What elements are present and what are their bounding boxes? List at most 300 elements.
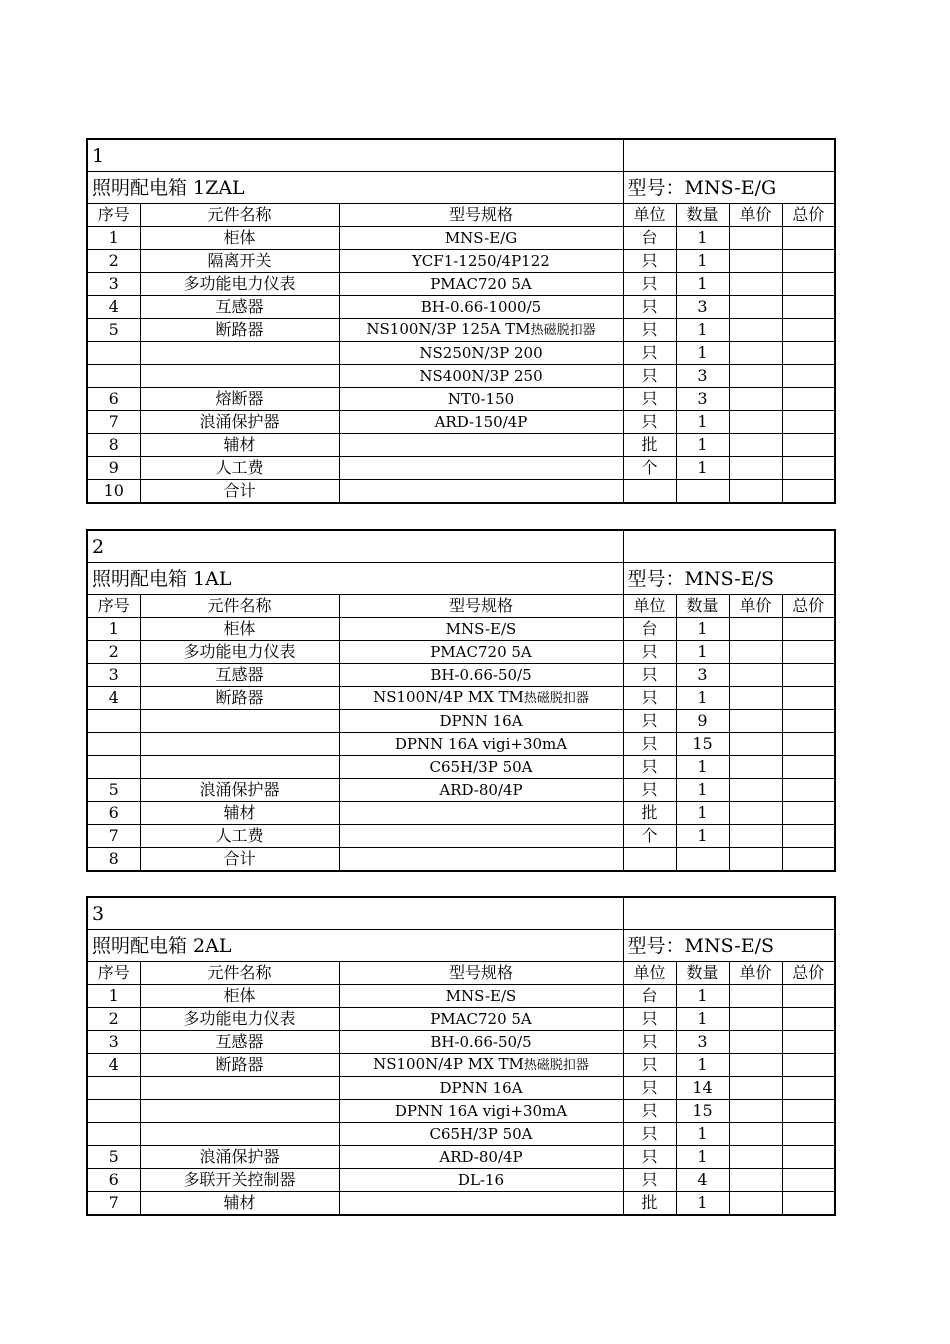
item-unit[interactable]: 只 bbox=[623, 1054, 676, 1077]
item-spec[interactable]: BH-0.66-50/5 bbox=[339, 1031, 623, 1054]
table-row bbox=[87, 411, 835, 434]
table-row bbox=[87, 1008, 835, 1031]
item-unit[interactable]: 只 bbox=[623, 1031, 676, 1054]
item-quantity[interactable]: 9 bbox=[676, 710, 729, 733]
section-index-blank[interactable] bbox=[623, 530, 835, 563]
table-row bbox=[87, 687, 835, 710]
item-unit[interactable] bbox=[623, 480, 676, 504]
section-index-row bbox=[87, 530, 835, 563]
row-number[interactable]: 6 bbox=[87, 388, 140, 411]
item-unit[interactable]: 只 bbox=[623, 1123, 676, 1146]
spec-suffix: 热磁脱扣器 bbox=[523, 691, 589, 706]
item-total-price[interactable] bbox=[782, 1192, 835, 1216]
item-quantity[interactable]: 1 bbox=[676, 802, 729, 825]
row-number[interactable] bbox=[87, 1077, 140, 1100]
item-spec[interactable]: PMAC720 5A bbox=[339, 1008, 623, 1031]
item-spec[interactable]: DL-16 bbox=[339, 1169, 623, 1192]
item-spec[interactable]: C65H/3P 50A bbox=[339, 756, 623, 779]
item-unit[interactable]: 只 bbox=[623, 756, 676, 779]
section-title-row bbox=[87, 930, 835, 962]
column-header[interactable]: 总价 bbox=[782, 595, 835, 618]
item-quantity[interactable]: 1 bbox=[676, 618, 729, 641]
table-row bbox=[87, 641, 835, 664]
item-quantity[interactable]: 1 bbox=[676, 1008, 729, 1031]
item-unit[interactable]: 只 bbox=[623, 1077, 676, 1100]
column-header[interactable]: 总价 bbox=[782, 962, 835, 985]
item-total-price[interactable] bbox=[782, 848, 835, 872]
row-number[interactable] bbox=[87, 1123, 140, 1146]
table-row bbox=[87, 825, 835, 848]
column-header[interactable]: 单位 bbox=[623, 962, 676, 985]
item-unit[interactable]: 只 bbox=[623, 1008, 676, 1031]
item-total-price[interactable] bbox=[782, 457, 835, 480]
column-header-row bbox=[87, 204, 835, 227]
item-quantity[interactable]: 1 bbox=[676, 457, 729, 480]
item-unit[interactable]: 只 bbox=[623, 710, 676, 733]
column-header-row bbox=[87, 962, 835, 985]
item-spec[interactable]: DPNN 16A vigi+30mA bbox=[339, 733, 623, 756]
column-header[interactable]: 型号规格 bbox=[339, 962, 623, 985]
row-number[interactable]: 1 bbox=[87, 618, 140, 641]
row-number[interactable]: 4 bbox=[87, 1054, 140, 1077]
column-header[interactable]: 型号规格 bbox=[339, 595, 623, 618]
item-unit-price[interactable] bbox=[729, 1192, 782, 1216]
section-index[interactable]: 2 bbox=[87, 530, 623, 563]
item-quantity[interactable]: 1 bbox=[676, 411, 729, 434]
spec-suffix: 热磁脱扣器 bbox=[523, 1058, 589, 1073]
item-total-price[interactable] bbox=[782, 618, 835, 641]
item-unit-price[interactable] bbox=[729, 1169, 782, 1192]
row-number[interactable]: 3 bbox=[87, 273, 140, 296]
column-header-row bbox=[87, 595, 835, 618]
item-unit-price[interactable] bbox=[729, 618, 782, 641]
item-quantity[interactable]: 1 bbox=[676, 825, 729, 848]
item-unit-price[interactable] bbox=[729, 1100, 782, 1123]
item-quantity[interactable]: 1 bbox=[676, 1192, 729, 1216]
item-name[interactable]: 人工费 bbox=[140, 825, 339, 848]
item-name[interactable]: 柜体 bbox=[140, 985, 339, 1008]
item-quantity[interactable]: 3 bbox=[676, 365, 729, 388]
row-number[interactable]: 9 bbox=[87, 457, 140, 480]
item-unit[interactable]: 个 bbox=[623, 825, 676, 848]
item-spec[interactable]: ARD-80/4P bbox=[339, 1146, 623, 1169]
item-unit[interactable]: 批 bbox=[623, 434, 676, 457]
item-unit[interactable]: 批 bbox=[623, 802, 676, 825]
item-name[interactable] bbox=[140, 365, 339, 388]
item-spec[interactable]: NS100N/4P MX TM热磁脱扣器 bbox=[339, 1054, 623, 1077]
item-unit-price[interactable] bbox=[729, 227, 782, 250]
item-spec[interactable]: PMAC720 5A bbox=[339, 641, 623, 664]
item-total-price[interactable] bbox=[782, 687, 835, 710]
item-quantity[interactable]: 1 bbox=[676, 756, 729, 779]
item-unit[interactable]: 台 bbox=[623, 227, 676, 250]
column-header[interactable]: 数量 bbox=[676, 204, 729, 227]
item-unit-price[interactable] bbox=[729, 687, 782, 710]
item-unit[interactable]: 只 bbox=[623, 687, 676, 710]
item-quantity[interactable]: 15 bbox=[676, 733, 729, 756]
section-index-row bbox=[87, 897, 835, 930]
item-unit-price[interactable] bbox=[729, 457, 782, 480]
item-total-price[interactable] bbox=[782, 1031, 835, 1054]
item-unit[interactable]: 批 bbox=[623, 1192, 676, 1216]
item-quantity[interactable]: 14 bbox=[676, 1077, 729, 1100]
item-name[interactable]: 互感器 bbox=[140, 664, 339, 687]
item-total-price[interactable] bbox=[782, 273, 835, 296]
row-number[interactable]: 7 bbox=[87, 411, 140, 434]
item-unit[interactable]: 只 bbox=[623, 1100, 676, 1123]
item-total-price[interactable] bbox=[782, 1054, 835, 1077]
item-name[interactable]: 柜体 bbox=[140, 618, 339, 641]
item-unit[interactable]: 只 bbox=[623, 250, 676, 273]
item-unit-price[interactable] bbox=[729, 250, 782, 273]
table-row bbox=[87, 250, 835, 273]
row-number[interactable]: 4 bbox=[87, 687, 140, 710]
item-total-price[interactable] bbox=[782, 985, 835, 1008]
item-name[interactable]: 多联开关控制器 bbox=[140, 1169, 339, 1192]
item-name[interactable]: 柜体 bbox=[140, 227, 339, 250]
item-spec[interactable]: MNS-E/S bbox=[339, 618, 623, 641]
column-header[interactable]: 总价 bbox=[782, 204, 835, 227]
column-header[interactable]: 元件名称 bbox=[140, 962, 339, 985]
row-number[interactable]: 7 bbox=[87, 825, 140, 848]
item-spec[interactable]: NS250N/3P 200 bbox=[339, 342, 623, 365]
item-unit[interactable]: 只 bbox=[623, 365, 676, 388]
item-unit[interactable]: 只 bbox=[623, 779, 676, 802]
item-quantity[interactable]: 1 bbox=[676, 1146, 729, 1169]
table-row bbox=[87, 985, 835, 1008]
item-spec[interactable]: PMAC720 5A bbox=[339, 273, 623, 296]
item-unit-price[interactable] bbox=[729, 848, 782, 872]
item-unit[interactable]: 只 bbox=[623, 319, 676, 342]
item-total-price[interactable] bbox=[782, 1146, 835, 1169]
item-unit-price[interactable] bbox=[729, 733, 782, 756]
table-row bbox=[87, 273, 835, 296]
column-header[interactable]: 型号规格 bbox=[339, 204, 623, 227]
item-total-price[interactable] bbox=[782, 365, 835, 388]
item-spec[interactable]: C65H/3P 50A bbox=[339, 1123, 623, 1146]
item-name[interactable] bbox=[140, 710, 339, 733]
item-unit[interactable]: 只 bbox=[623, 296, 676, 319]
table-row bbox=[87, 1077, 835, 1100]
item-quantity[interactable] bbox=[676, 848, 729, 872]
item-spec[interactable]: NS100N/3P 125A TM热磁脱扣器 bbox=[339, 319, 623, 342]
item-name[interactable]: 辅材 bbox=[140, 1192, 339, 1216]
item-name[interactable]: 互感器 bbox=[140, 1031, 339, 1054]
item-unit[interactable]: 只 bbox=[623, 641, 676, 664]
column-header[interactable]: 数量 bbox=[676, 962, 729, 985]
row-number[interactable]: 5 bbox=[87, 1146, 140, 1169]
item-name[interactable]: 合计 bbox=[140, 848, 339, 872]
row-number[interactable]: 3 bbox=[87, 1031, 140, 1054]
item-name[interactable]: 断路器 bbox=[140, 1054, 339, 1077]
item-total-price[interactable] bbox=[782, 802, 835, 825]
column-header[interactable]: 单价 bbox=[729, 204, 782, 227]
item-total-price[interactable] bbox=[782, 825, 835, 848]
item-unit-price[interactable] bbox=[729, 411, 782, 434]
row-number[interactable]: 5 bbox=[87, 319, 140, 342]
item-unit-price[interactable] bbox=[729, 296, 782, 319]
item-quantity[interactable]: 1 bbox=[676, 687, 729, 710]
item-name[interactable] bbox=[140, 342, 339, 365]
row-number[interactable]: 6 bbox=[87, 1169, 140, 1192]
item-quantity[interactable]: 1 bbox=[676, 250, 729, 273]
item-quantity[interactable]: 1 bbox=[676, 273, 729, 296]
item-name[interactable] bbox=[140, 1077, 339, 1100]
item-unit[interactable]: 只 bbox=[623, 1146, 676, 1169]
item-total-price[interactable] bbox=[782, 480, 835, 504]
row-number[interactable] bbox=[87, 342, 140, 365]
item-total-price[interactable] bbox=[782, 756, 835, 779]
row-number[interactable] bbox=[87, 756, 140, 779]
section-index-blank[interactable] bbox=[623, 139, 835, 172]
table-row bbox=[87, 296, 835, 319]
section-model[interactable]: 型号：MNS-E/G bbox=[623, 172, 835, 204]
table-row bbox=[87, 227, 835, 250]
item-unit-price[interactable] bbox=[729, 365, 782, 388]
item-spec[interactable]: MNS-E/S bbox=[339, 985, 623, 1008]
table-row bbox=[87, 480, 835, 504]
item-unit-price[interactable] bbox=[729, 480, 782, 504]
section-title-row bbox=[87, 563, 835, 595]
item-unit-price[interactable] bbox=[729, 1146, 782, 1169]
item-unit-price[interactable] bbox=[729, 1054, 782, 1077]
item-total-price[interactable] bbox=[782, 388, 835, 411]
item-name[interactable]: 断路器 bbox=[140, 687, 339, 710]
section-index-row bbox=[87, 139, 835, 172]
item-total-price[interactable] bbox=[782, 342, 835, 365]
section-index-blank[interactable] bbox=[623, 897, 835, 930]
item-spec[interactable]: DPNN 16A bbox=[339, 710, 623, 733]
item-spec[interactable]: BH-0.66-1000/5 bbox=[339, 296, 623, 319]
row-number[interactable] bbox=[87, 733, 140, 756]
column-header[interactable]: 元件名称 bbox=[140, 204, 339, 227]
row-number[interactable] bbox=[87, 1100, 140, 1123]
row-number[interactable]: 10 bbox=[87, 480, 140, 504]
item-quantity[interactable]: 1 bbox=[676, 985, 729, 1008]
table-row bbox=[87, 434, 835, 457]
item-unit[interactable]: 只 bbox=[623, 664, 676, 687]
row-number[interactable]: 1 bbox=[87, 985, 140, 1008]
item-total-price[interactable] bbox=[782, 664, 835, 687]
item-unit-price[interactable] bbox=[729, 802, 782, 825]
item-unit-price[interactable] bbox=[729, 1077, 782, 1100]
row-number[interactable]: 2 bbox=[87, 1008, 140, 1031]
item-unit-price[interactable] bbox=[729, 710, 782, 733]
item-quantity[interactable]: 4 bbox=[676, 1169, 729, 1192]
row-number[interactable] bbox=[87, 365, 140, 388]
table-row bbox=[87, 1146, 835, 1169]
item-spec[interactable] bbox=[339, 802, 623, 825]
item-unit-price[interactable] bbox=[729, 756, 782, 779]
item-name[interactable]: 熔断器 bbox=[140, 388, 339, 411]
row-number[interactable]: 5 bbox=[87, 779, 140, 802]
item-quantity[interactable]: 1 bbox=[676, 342, 729, 365]
item-name[interactable] bbox=[140, 1100, 339, 1123]
quote-table-1 bbox=[86, 138, 836, 504]
column-header[interactable]: 序号 bbox=[87, 595, 140, 618]
item-quantity[interactable]: 1 bbox=[676, 1123, 729, 1146]
item-unit[interactable]: 台 bbox=[623, 985, 676, 1008]
item-unit[interactable]: 只 bbox=[623, 1169, 676, 1192]
item-spec[interactable] bbox=[339, 434, 623, 457]
item-unit-price[interactable] bbox=[729, 825, 782, 848]
row-number[interactable]: 2 bbox=[87, 250, 140, 273]
item-unit-price[interactable] bbox=[729, 1008, 782, 1031]
item-name[interactable]: 多功能电力仪表 bbox=[140, 641, 339, 664]
column-header[interactable]: 单位 bbox=[623, 595, 676, 618]
item-unit-price[interactable] bbox=[729, 388, 782, 411]
item-name[interactable] bbox=[140, 1123, 339, 1146]
section-title-row bbox=[87, 172, 835, 204]
section-title[interactable]: 照明配电箱 2AL bbox=[87, 930, 623, 962]
item-name[interactable]: 隔离开关 bbox=[140, 250, 339, 273]
item-unit[interactable]: 只 bbox=[623, 342, 676, 365]
item-name[interactable]: 浪涌保护器 bbox=[140, 1146, 339, 1169]
item-total-price[interactable] bbox=[782, 733, 835, 756]
section-title[interactable]: 照明配电箱 1ZAL bbox=[87, 172, 623, 204]
item-quantity[interactable]: 1 bbox=[676, 779, 729, 802]
item-name[interactable] bbox=[140, 733, 339, 756]
item-name[interactable]: 辅材 bbox=[140, 802, 339, 825]
table-row bbox=[87, 1031, 835, 1054]
item-total-price[interactable] bbox=[782, 779, 835, 802]
item-total-price[interactable] bbox=[782, 1100, 835, 1123]
item-total-price[interactable] bbox=[782, 296, 835, 319]
item-spec[interactable] bbox=[339, 825, 623, 848]
item-quantity[interactable]: 3 bbox=[676, 1031, 729, 1054]
item-spec[interactable] bbox=[339, 457, 623, 480]
item-spec[interactable]: YCF1-1250/4P122 bbox=[339, 250, 623, 273]
item-spec[interactable] bbox=[339, 480, 623, 504]
item-unit[interactable]: 只 bbox=[623, 273, 676, 296]
item-total-price[interactable] bbox=[782, 250, 835, 273]
table-row bbox=[87, 710, 835, 733]
item-quantity[interactable]: 3 bbox=[676, 296, 729, 319]
item-unit[interactable]: 台 bbox=[623, 618, 676, 641]
item-unit-price[interactable] bbox=[729, 1123, 782, 1146]
row-number[interactable]: 4 bbox=[87, 296, 140, 319]
section-model[interactable]: 型号：MNS-E/S bbox=[623, 563, 835, 595]
item-name[interactable]: 浪涌保护器 bbox=[140, 411, 339, 434]
item-unit-price[interactable] bbox=[729, 1031, 782, 1054]
item-spec[interactable]: ARD-80/4P bbox=[339, 779, 623, 802]
table-row bbox=[87, 319, 835, 342]
table-row bbox=[87, 664, 835, 687]
item-unit-price[interactable] bbox=[729, 641, 782, 664]
item-spec[interactable] bbox=[339, 848, 623, 872]
item-name[interactable] bbox=[140, 756, 339, 779]
item-total-price[interactable] bbox=[782, 434, 835, 457]
item-name[interactable]: 多功能电力仪表 bbox=[140, 273, 339, 296]
spec-suffix: 热磁脱扣器 bbox=[530, 323, 596, 338]
item-unit-price[interactable] bbox=[729, 664, 782, 687]
item-name[interactable]: 浪涌保护器 bbox=[140, 779, 339, 802]
item-total-price[interactable] bbox=[782, 1169, 835, 1192]
row-number[interactable]: 2 bbox=[87, 641, 140, 664]
table-row bbox=[87, 618, 835, 641]
row-number[interactable]: 6 bbox=[87, 802, 140, 825]
section-index[interactable]: 1 bbox=[87, 139, 623, 172]
item-spec[interactable]: DPNN 16A bbox=[339, 1077, 623, 1100]
row-number[interactable]: 8 bbox=[87, 848, 140, 872]
item-unit[interactable]: 只 bbox=[623, 733, 676, 756]
item-unit-price[interactable] bbox=[729, 342, 782, 365]
item-spec[interactable]: NS100N/4P MX TM热磁脱扣器 bbox=[339, 687, 623, 710]
item-name[interactable]: 多功能电力仪表 bbox=[140, 1008, 339, 1031]
table-row bbox=[87, 1169, 835, 1192]
item-unit-price[interactable] bbox=[729, 273, 782, 296]
item-name[interactable]: 互感器 bbox=[140, 296, 339, 319]
row-number[interactable]: 1 bbox=[87, 227, 140, 250]
item-total-price[interactable] bbox=[782, 411, 835, 434]
item-name[interactable]: 合计 bbox=[140, 480, 339, 504]
item-spec[interactable]: MNS-E/G bbox=[339, 227, 623, 250]
item-unit-price[interactable] bbox=[729, 319, 782, 342]
item-quantity[interactable]: 3 bbox=[676, 664, 729, 687]
item-unit[interactable]: 只 bbox=[623, 388, 676, 411]
item-name[interactable]: 人工费 bbox=[140, 457, 339, 480]
item-quantity[interactable] bbox=[676, 480, 729, 504]
item-quantity[interactable]: 1 bbox=[676, 641, 729, 664]
item-spec[interactable]: BH-0.66-50/5 bbox=[339, 664, 623, 687]
table-row bbox=[87, 756, 835, 779]
column-header[interactable]: 序号 bbox=[87, 204, 140, 227]
table-row bbox=[87, 733, 835, 756]
section-index[interactable]: 3 bbox=[87, 897, 623, 930]
item-spec[interactable]: NS400N/3P 250 bbox=[339, 365, 623, 388]
item-spec[interactable] bbox=[339, 1192, 623, 1216]
item-unit-price[interactable] bbox=[729, 779, 782, 802]
column-header[interactable]: 单价 bbox=[729, 962, 782, 985]
item-total-price[interactable] bbox=[782, 319, 835, 342]
item-quantity[interactable]: 1 bbox=[676, 227, 729, 250]
column-header[interactable]: 序号 bbox=[87, 962, 140, 985]
item-unit-price[interactable] bbox=[729, 985, 782, 1008]
column-header[interactable]: 数量 bbox=[676, 595, 729, 618]
item-quantity[interactable]: 3 bbox=[676, 388, 729, 411]
item-total-price[interactable] bbox=[782, 227, 835, 250]
item-unit[interactable] bbox=[623, 848, 676, 872]
item-name[interactable]: 辅材 bbox=[140, 434, 339, 457]
item-unit[interactable]: 个 bbox=[623, 457, 676, 480]
item-total-price[interactable] bbox=[782, 1077, 835, 1100]
table-row bbox=[87, 388, 835, 411]
item-quantity[interactable]: 1 bbox=[676, 319, 729, 342]
item-quantity[interactable]: 1 bbox=[676, 434, 729, 457]
item-spec[interactable]: ARD-150/4P bbox=[339, 411, 623, 434]
row-number[interactable]: 7 bbox=[87, 1192, 140, 1216]
column-header[interactable]: 单位 bbox=[623, 204, 676, 227]
column-header[interactable]: 元件名称 bbox=[140, 595, 339, 618]
row-number[interactable]: 8 bbox=[87, 434, 140, 457]
column-header[interactable]: 单价 bbox=[729, 595, 782, 618]
item-quantity[interactable]: 1 bbox=[676, 1054, 729, 1077]
item-spec[interactable]: DPNN 16A vigi+30mA bbox=[339, 1100, 623, 1123]
item-total-price[interactable] bbox=[782, 641, 835, 664]
item-unit-price[interactable] bbox=[729, 434, 782, 457]
item-total-price[interactable] bbox=[782, 710, 835, 733]
row-number[interactable] bbox=[87, 710, 140, 733]
section-model[interactable]: 型号：MNS-E/S bbox=[623, 930, 835, 962]
item-name[interactable]: 断路器 bbox=[140, 319, 339, 342]
item-total-price[interactable] bbox=[782, 1123, 835, 1146]
item-quantity[interactable]: 15 bbox=[676, 1100, 729, 1123]
item-unit[interactable]: 只 bbox=[623, 411, 676, 434]
item-spec[interactable]: NT0-150 bbox=[339, 388, 623, 411]
row-number[interactable]: 3 bbox=[87, 664, 140, 687]
section-title[interactable]: 照明配电箱 1AL bbox=[87, 563, 623, 595]
item-total-price[interactable] bbox=[782, 1008, 835, 1031]
